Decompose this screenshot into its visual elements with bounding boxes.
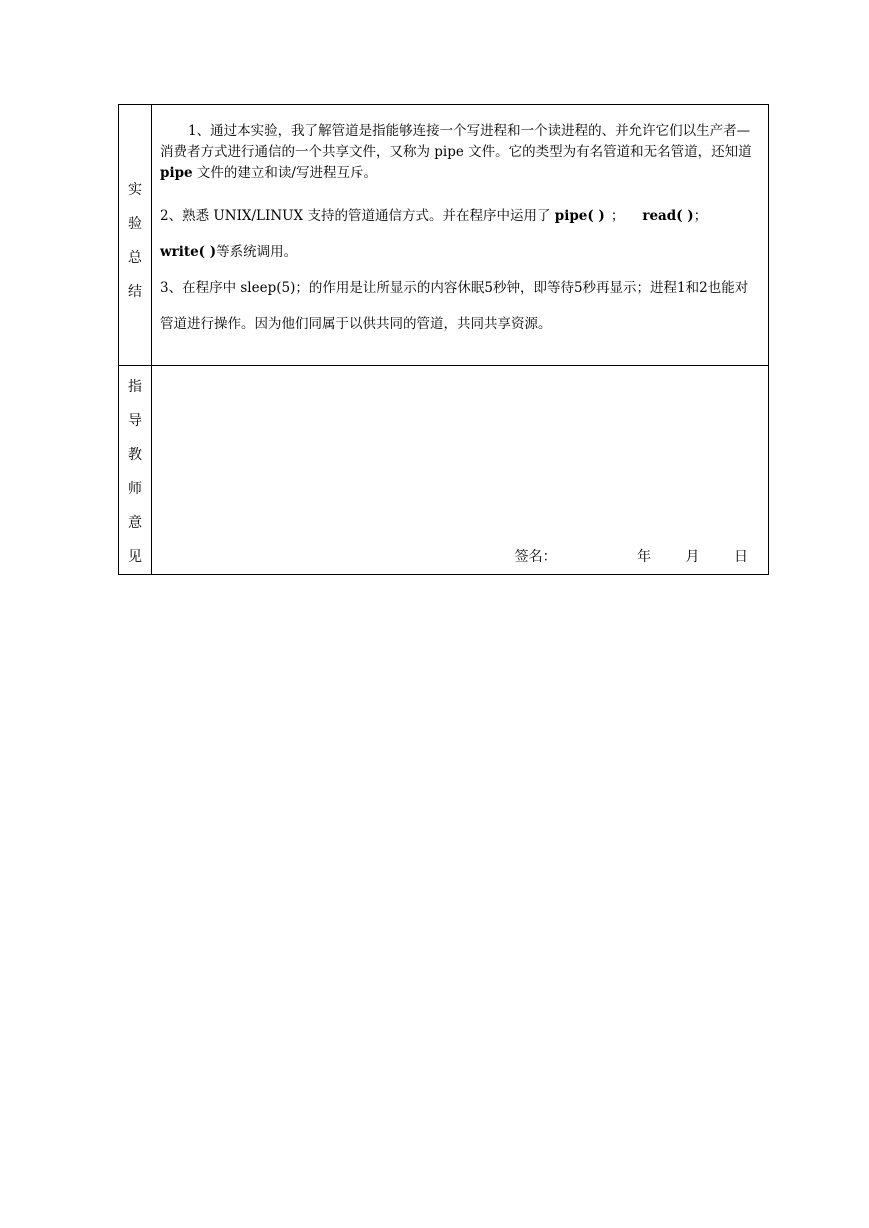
label-char: 总 [128, 250, 142, 266]
label-char: 见 [128, 549, 142, 565]
label-char: 指 [128, 379, 142, 395]
signature-label: 签名： [514, 549, 557, 565]
year-label: 年 [637, 549, 652, 565]
label-char: 验 [128, 216, 142, 232]
summary-paragraph-3: 3、在程序中 sleep(5)；的作用是让所显示的内容休眠5秒钟，即等待5秒再显示；进程1和2也能对管道进行操作。因为他们同属于以供共同的管道，共同共享资源。 [160, 280, 749, 332]
label-char: 意 [128, 515, 142, 531]
advisor-opinion-content [152, 366, 769, 575]
experiment-summary-label [119, 105, 152, 366]
report-form-table [118, 104, 769, 575]
summary-paragraph-1: 1、通过本实验，我了解管道是指能够连接一个写进程和一个读进程的、并允许它们以生产者—消费者方式进行通信的一个共享文件，又称为 pipe 文件。它的类型为有名管道和无名管道，还知道 pipe 文件的建立和读/写进程互斥。 [160, 123, 752, 181]
label-char: 结 [128, 284, 142, 300]
label-char: 教 [128, 447, 142, 463]
summary-paragraph-2: 2、熟悉 UNIX/LINUX 支持的管道通信方式。并在程序中运用了 pipe( ) ； read( )； write( )等系统调用。 [160, 208, 708, 260]
signature-line [515, 546, 748, 566]
month-label: 月 [685, 549, 700, 565]
day-label: 日 [734, 549, 748, 565]
advisor-opinion-label [119, 366, 152, 575]
experiment-summary-row [119, 105, 769, 366]
advisor-opinion-row [119, 366, 769, 575]
label-char: 导 [128, 413, 142, 429]
experiment-summary-content [152, 105, 769, 366]
label-char: 实 [128, 182, 142, 198]
label-char: 师 [128, 481, 142, 497]
